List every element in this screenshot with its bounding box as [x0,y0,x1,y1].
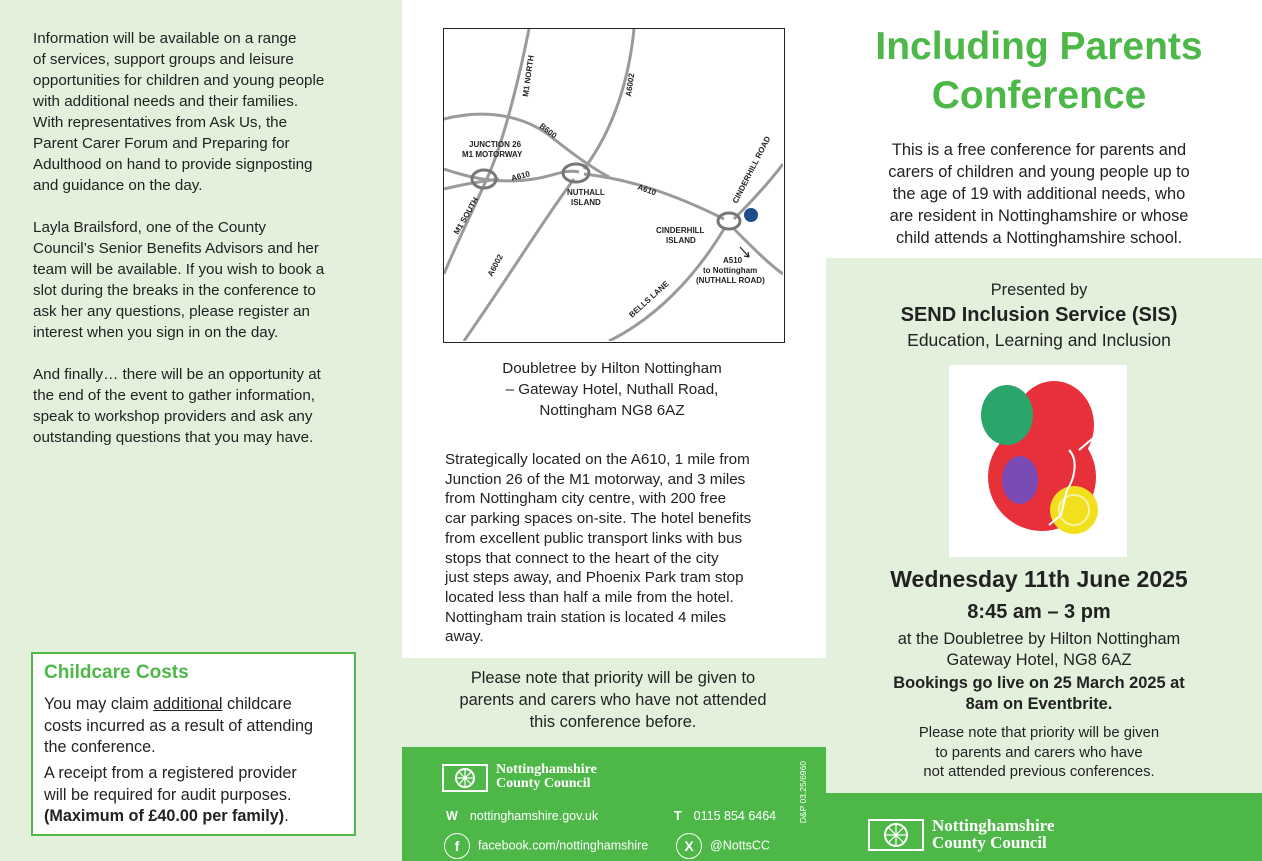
map-label: ISLAND [666,236,696,245]
location-description [445,450,790,647]
x-link[interactable] [676,833,770,859]
text-line: This is a free conference for parents and [891,141,1187,159]
text-line: carers of children and young people up to [888,163,1190,181]
text-line: not attended previous conferences. [923,764,1155,780]
map-label: CINDERHILL [656,226,705,235]
road-map [444,29,783,341]
text-line: and guidance on the day. [33,177,203,194]
text-fragment: childcare [222,695,292,713]
underlined-word: additional [153,695,223,713]
venue-line: at the Doubletree by Hilton Nottingham [897,630,1181,648]
text-line: the end of the event to gather information, [33,387,315,404]
cinderhill-roundabout [718,213,740,229]
text-line: child attends a Nottinghamshire school. [895,229,1183,247]
text-line: Layla Brailsford, one of the County [33,219,267,236]
page-title [846,22,1232,120]
logo-text: Nottinghamshire [496,762,597,777]
text-line: from Nottingham city centre, with 200 free [445,490,727,508]
text-line: located less than half a mile from the hotel. [445,588,734,606]
event-date: Wednesday 11th June 2025 [890,566,1188,592]
map-label: A510 [723,256,743,265]
text-line: parents and carers who have not attended [459,691,767,709]
text-line: will be required for audit purposes. [44,785,292,804]
text-line: Information will be available on a range [33,30,297,47]
booking-info: Bookings go live on 25 March 2025 at [893,674,1185,692]
text-line: Doubletree by Hilton Nottingham [502,360,722,377]
council-crest-icon [868,816,924,852]
priority-note [422,667,804,733]
text-line: Please note that priority will be given to [470,669,756,687]
text-line: Adulthood on hand to provide signposting [33,156,313,173]
telephone-text: 0115 854 6464 [693,809,777,823]
text-line: speak to workshop providers and ask any [33,408,313,425]
council-logo [868,816,1054,852]
text-line: to parents and carers who have [935,744,1143,761]
event-time: 8:45 am – 3 pm [967,601,1111,623]
right-footer [826,793,1262,861]
print-code-text: D&P 03.25/6960 [798,761,808,824]
logo-text: Nottinghamshire [932,816,1055,835]
text-line: stops that connect to the heart of the city [445,549,719,567]
map-label: A6002 [485,252,505,278]
text-line: are resident in Nottinghamshire or whose [889,207,1189,225]
map-labels [452,54,773,319]
web-label: W [446,809,458,823]
map-label: NUTHALL [567,188,605,197]
text-line: this conference before. [529,713,697,731]
info-paragraph [33,28,363,196]
middle-panel [402,0,826,861]
tel-label: T [674,809,682,823]
booking-info: 8am on Eventbrite. [965,695,1113,713]
logo-text: County Council [496,776,591,791]
childcare-text [44,694,349,759]
childcare-title: Childcare Costs [44,662,189,683]
map-label: A610 [510,169,531,183]
text-line: opportunities for children and young people [33,72,325,89]
facebook-text: facebook.com/nottinghamshire [478,838,649,853]
facebook-link[interactable] [444,833,648,859]
text-line: costs incurred as a result of attending [44,716,314,735]
text-line: Parent Carer Forum and Preparing for [33,135,290,152]
text-line [44,806,349,828]
text-line: A receipt from a registered provider [44,764,297,782]
facebook-icon: f [444,833,470,859]
childcare-receipt-text [44,763,349,828]
map-label: A6002 [624,72,637,98]
map-label: M1 SOUTH [451,195,481,236]
maximum-amount: (Maximum of £40.00 per family) [44,807,285,825]
right-panel [826,0,1262,861]
contact-footer [402,747,826,861]
text-line: car parking spaces on-site. The hotel benefits [445,510,752,528]
text-fragment: . [284,807,289,825]
website-link[interactable] [446,809,598,823]
map-label: M1 NORTH [521,54,536,98]
map-label: to Nottingham [703,266,758,275]
map-label: (NUTHALL ROAD) [696,276,765,285]
text-line: Junction 26 of the M1 motorway, and 3 miles [445,470,746,488]
department-name: Education, Learning and Inclusion [907,330,1171,350]
text-line: outstanding questions that you may have. [33,429,314,446]
text-line: Nottingham train station is located 4 miles [445,608,727,626]
location-map [443,28,785,343]
text-line: Council’s Senior Benefits Advisors and her [33,240,319,257]
sis-logo-graphic [949,365,1127,557]
intro-text [866,139,1212,249]
text-line: from excellent public transport links with bus [445,529,743,547]
benefits-paragraph [33,217,363,343]
text-line [44,694,349,716]
closing-paragraph [33,364,363,448]
sis-logo [949,365,1127,557]
title-line: Conference [931,74,1147,117]
text-line: slot during the breaks in the conference to [33,282,316,299]
telephone-link[interactable] [674,809,776,823]
map-label: JUNCTION 26 [469,140,522,149]
x-handle-text: @NottsCC [710,838,770,853]
map-label: BELLS LANE [627,279,671,320]
text-fragment: You may claim [44,695,154,713]
title-line: Including Parents [875,25,1203,68]
presented-by-label: Presented by [990,281,1088,299]
text-line: just steps away, and Phoenix Park tram stop [445,569,744,587]
text-line: Nottingham NG8 6AZ [539,402,685,419]
hotel-marker-icon [744,208,758,222]
text-line: team will be available. If you wish to book a [33,261,325,278]
logo-text: County Council [932,833,1047,852]
text-line: ask her any questions, please register an [33,303,310,320]
hotel-address [462,358,762,421]
text-line: away. [445,628,484,646]
text-line: Strategically located on the A610, 1 mile from [445,451,750,468]
map-section [402,0,826,658]
council-crest-icon [442,761,488,793]
title-section [826,0,1262,258]
text-line: And finally… there will be an opportunity at [33,366,321,383]
text-line: of services, support groups and leisure [33,51,294,68]
map-label: ISLAND [571,198,601,207]
council-logo [442,761,597,793]
left-panel [0,0,402,861]
map-label: M1 MOTORWAY [462,150,523,159]
venue-line: Gateway Hotel, NG8 6AZ [946,651,1132,669]
service-name: SEND Inclusion Service (SIS) [900,304,1178,326]
childcare-costs-box [31,652,356,836]
text-line: the conference. [44,738,156,756]
text-line: Please note that priority will be given [918,725,1160,741]
a6002-south-road [464,179,574,341]
print-code [798,761,818,851]
text-line: interest when you sign in on the day. [33,324,279,341]
text-line: – Gateway Hotel, Nuthall Road, [505,381,719,398]
map-label: A610 [636,182,658,198]
x-icon: X [676,833,702,859]
website-text: nottinghamshire.gov.uk [469,809,599,823]
map-label: CINDERHILL ROAD [730,134,773,205]
text-line: With representatives from Ask Us, the [33,114,288,131]
priority-note-right [826,724,1252,783]
map-label: B600 [537,121,559,141]
text-line: with additional needs and their families. [33,93,299,110]
text-line: the age of 19 with additional needs, who [892,185,1186,203]
a6002-north-road [584,29,637,169]
